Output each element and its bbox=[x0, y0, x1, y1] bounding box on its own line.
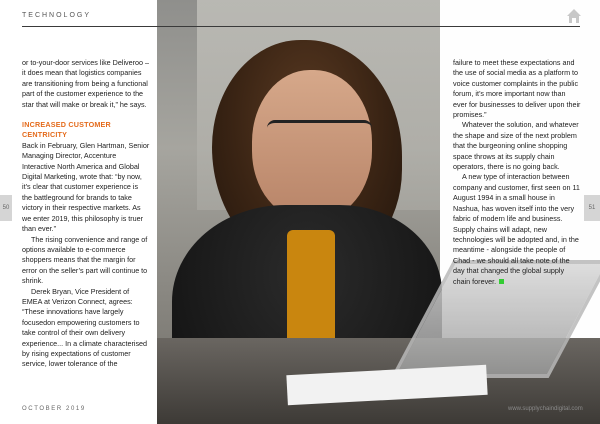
article-column-right bbox=[453, 58, 581, 287]
paragraph: Whatever the solution, and whatever the shape and size of the next problem that the burgeoning online shopping space throws at its supply chain operators, there is no going back. bbox=[453, 120, 579, 172]
footer-website[interactable]: www.supplychaindigital.com bbox=[508, 406, 583, 412]
paragraph-final bbox=[453, 172, 581, 286]
section-label: TECHNOLOGY bbox=[22, 12, 92, 19]
paragraph: or to-your-door services like Deliveroo – it does mean that logistics companies are transitioning from being a functional part of the customer experience to the star that will make or break it,” he says. bbox=[22, 58, 150, 109]
paragraph: failure to meet these expectations and the use of social media as a platform to voice customer complaints in the public forum, it’s more important now than ever for businesses to deliver upon their promises.” bbox=[453, 58, 581, 120]
paragraph: Derek Bryan, Vice President of EMEA at Verizon Connect, agrees: “These innovations have largely focusedon empowering customers to take control of their own delivery experience... In a climate characterised by rising expectations of customer service, lower tolerance of the bbox=[22, 286, 148, 369]
photo-glasses bbox=[267, 120, 372, 148]
header-rule bbox=[22, 26, 580, 27]
end-of-article-mark bbox=[499, 279, 504, 284]
article-column-left bbox=[22, 58, 150, 370]
subheading: INCREASED CUSTOMER CENTRICITY bbox=[22, 120, 111, 140]
paragraph: Back in February, Glen Hartman, Senior Managing Director, Accenture Interactive North America and Global Digital Marketing, wrote that: “by now, it’s clear that customer experience is the battleground for brands to take victory in their respective markets. As we enter 2019, this philosophy is truer than ever.” bbox=[22, 140, 150, 234]
home-icon[interactable] bbox=[566, 8, 582, 24]
paragraph: The rising convenience and range of options available to e-commerce shoppers means that the margin for error on the seller’s part will continue to shrink. bbox=[22, 234, 148, 286]
page-number-left: 50 bbox=[0, 195, 12, 221]
page-number-right: 51 bbox=[584, 195, 600, 221]
photo-mustard-shirt bbox=[287, 230, 335, 350]
paragraph-text: A new type of interaction between company and customer, first seen on 11 August 1994 in a small house in Nashua, has woven itself into the very fabric of modern life and business. Supply chains will adapt, new technologies will be adopted and, in the meantime - alongside the people of Chad - we should all take note of the day that changed the global supply chain forever. bbox=[453, 172, 580, 286]
footer-issue: OCTOBER 2019 bbox=[22, 406, 86, 412]
